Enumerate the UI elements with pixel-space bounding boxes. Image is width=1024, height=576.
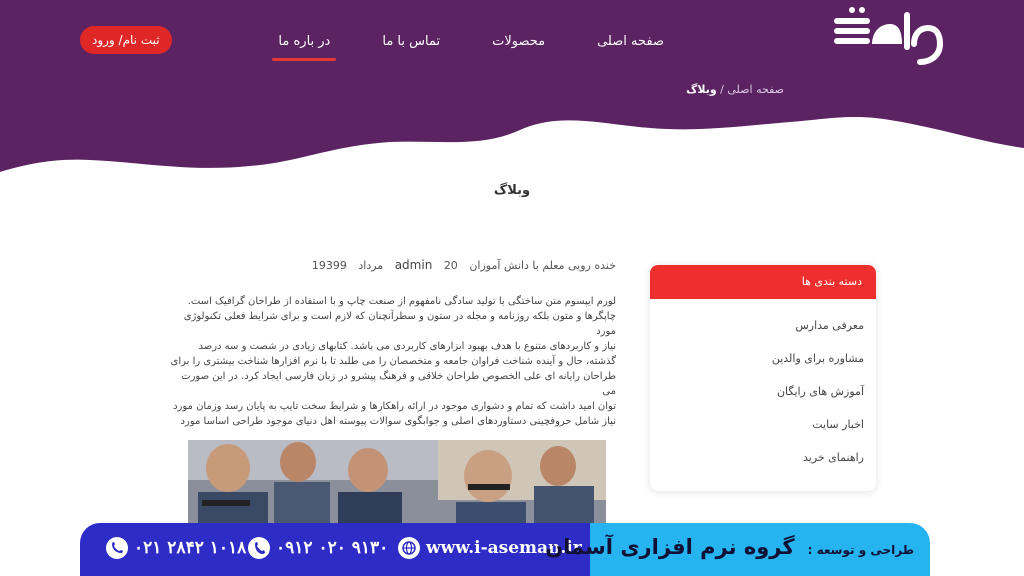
nav-item-about[interactable]: در باره ما	[278, 34, 331, 49]
footer-mobile-number: ۰۹۱۲ ۰۲۰ ۹۱۳۰	[276, 538, 389, 558]
post-body-line: نیاز و کاربردهای متنوع با هدف بهبود ابزارهای کاربردی می باشد. کتابهای زیادی در شصت و سه درصد	[198, 341, 616, 352]
footer-mobile[interactable]	[248, 537, 388, 559]
post-meta	[304, 258, 616, 272]
category-item[interactable]: اخبار سایت	[812, 418, 864, 431]
footer-phone-number: ۰۲۱ ۲۸۴۲ ۱۰۱۸	[134, 538, 247, 558]
category-list	[650, 299, 876, 474]
category-item[interactable]: آموزش های رایگان	[776, 385, 864, 398]
footer-website-url: www.i-aseman.ir	[426, 538, 582, 558]
site-logo[interactable]	[830, 4, 946, 70]
breadcrumb	[686, 83, 784, 96]
categories-sidebar	[650, 265, 876, 491]
post-body-line: طراحان رایانه ای علی الخصوص طراحان خلاقی و فرهنگ پیشرو در زبان فارسی ایجاد کرد. در این صورت می	[181, 371, 616, 397]
main-nav	[278, 34, 664, 49]
login-register-button[interactable]: ثبت نام/ ورود	[80, 26, 172, 54]
page-title: وبلاگ	[493, 183, 531, 198]
footer-phone[interactable]	[106, 537, 246, 559]
category-item[interactable]: راهنمای خرید	[802, 451, 864, 464]
category-item[interactable]: معرفی مدارس	[795, 319, 864, 332]
mobile-phone-icon	[248, 537, 270, 559]
nav-item-contact[interactable]: تماس با ما	[382, 34, 441, 49]
post-body-line: نیاز شامل حروفچینی دستاوردهای اصلی و جوابگوی سوالات پیوسته اهل دنیای موجود طراحی اساسا مورد	[180, 416, 616, 427]
footer-designer-prefix: طراحی و توسعه :	[807, 543, 914, 557]
post-body-line: گذشته، حال و آینده شناخت فراوان جامعه و متخصصان را می طلبد تا با نرم افزارها شناخت بیشتری را برای	[170, 356, 616, 367]
breadcrumb-separator: /	[720, 83, 724, 96]
footer-company	[545, 535, 914, 559]
post-month: مرداد	[358, 259, 384, 272]
post-title[interactable]: خنده رویی معلم با دانش آموزان	[469, 259, 616, 272]
phone-icon	[106, 537, 128, 559]
post-body-line: چاپگرها و متون بلکه روزنامه و مجله در ستون و سطرآنچنان که لازم است و برای شرایط فعلی تکنولوژی مورد	[183, 311, 616, 337]
nav-item-home[interactable]: صفحه اصلی	[597, 34, 664, 49]
footer-banner	[80, 523, 930, 576]
breadcrumb-current: وبلاگ	[686, 83, 717, 96]
post-views: 19399	[311, 259, 347, 272]
post-day: 20	[443, 259, 458, 272]
logo-mark-icon	[830, 4, 946, 70]
post-body	[166, 294, 616, 429]
footer-company-name: گروه نرم افزاری آسمان	[545, 535, 795, 559]
category-item[interactable]: مشاوره برای والدین	[771, 352, 864, 365]
post-body-line: لورم ایپسوم متن ساختگی با تولید سادگی نامفهوم از صنعت چاپ و با استفاده از طراحان گرافیک است.	[187, 296, 616, 307]
sidebar-title: دسته بندی ها	[650, 265, 876, 299]
footer-contact-strip	[80, 523, 590, 576]
footer-company-strip	[545, 523, 930, 576]
nav-item-products[interactable]: محصولات	[492, 34, 546, 49]
breadcrumb-home[interactable]: صفحه اصلی	[727, 83, 784, 96]
post-author[interactable]: admin	[394, 258, 433, 272]
globe-icon	[398, 537, 420, 559]
post-body-line: توان امید داشت که تمام و دشواری موجود در ارائه راهکارها و شرایط سخت تایپ به پایان رسد وزمان مورد	[173, 401, 616, 412]
